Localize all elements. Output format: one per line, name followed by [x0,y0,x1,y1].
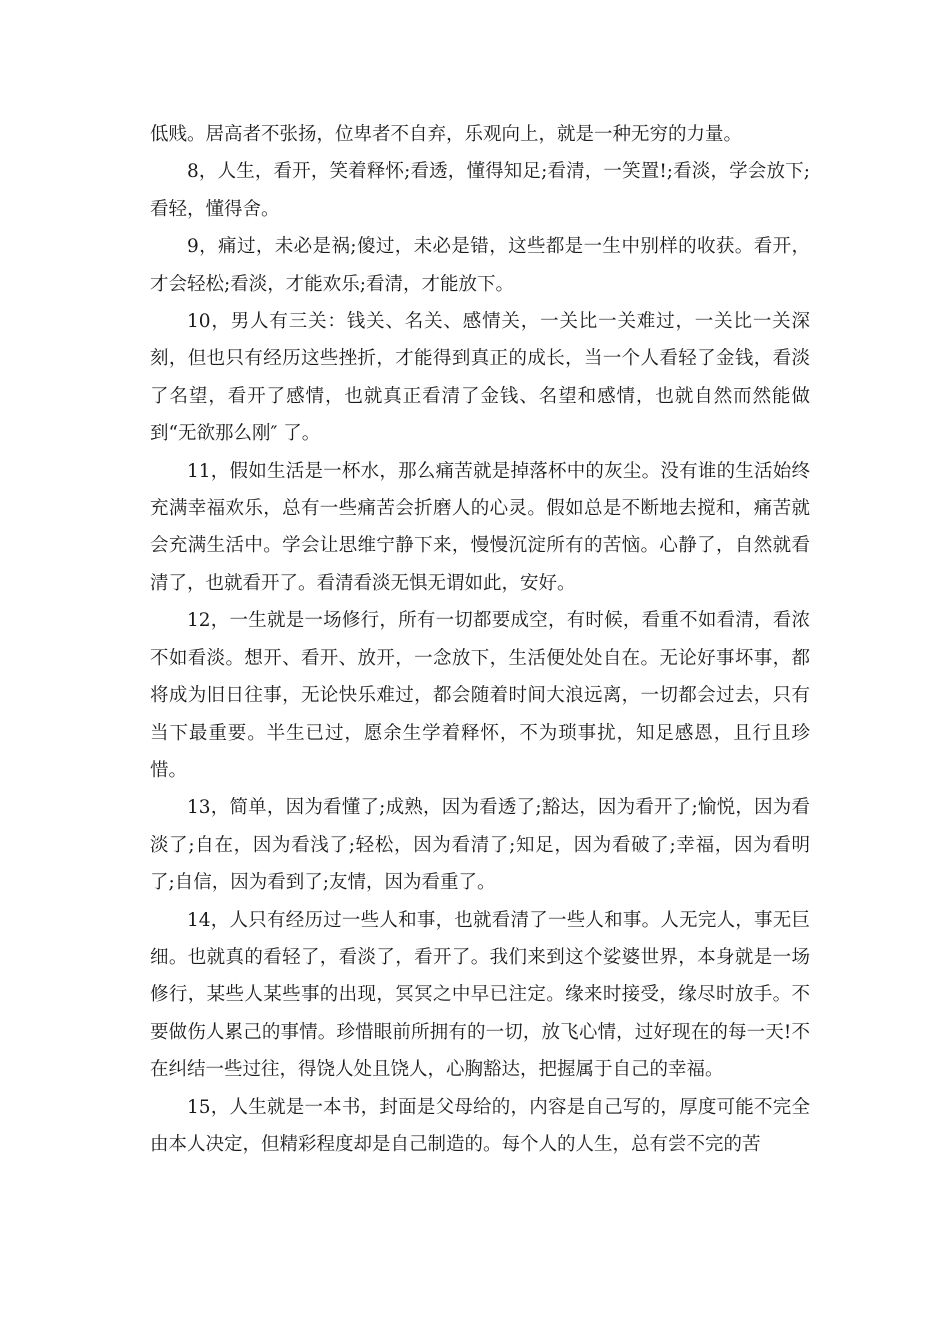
paragraph-14: 14，人只有经历过一些人和事，也就看清了一些人和事。人无完人，事无巨细。也就真的看轻了，看淡了，看开了。我们来到这个娑婆世界，本身就是一场修行，某些人某些事的出现，冥冥之中早已注定。缘来时接受，缘尽时放手。不要做伤人累己的事情。珍惜眼前所拥有的一切，放飞心情，过好现在的每一天!不在纠结一些过往，得饶人处且饶人，心胸豁达，把握属于自己的幸福。 [150,909,810,1081]
paragraph-continuation: 低贱。居高者不张扬，位卑者不自弃，乐观向上，就是一种无穷的力量。 [150,124,743,145]
document-body [150,116,810,1163]
paragraph-10: 10，男人有三关：钱关、名关、感情关，一关比一关难过，一关比一关深刻，但也只有经历这些挫折，才能得到真正的成长，当一个人看轻了金钱，看淡了名望，看开了感情，也就真正看清了金钱、名望和感情，也就自然而然能做到“无欲那么刚″ 了。 [150,311,810,445]
paragraph-8: 8，人生，看开，笑着释怀;看透，懂得知足;看清，一笑置!;看淡，学会放下;看轻，懂得舍。 [150,161,810,220]
paragraph-13: 13，简单，因为看懂了;成熟，因为看透了;豁达，因为看开了;愉悦，因为看淡了;自在，因为看浅了;轻松，因为看清了;知足，因为看破了;幸福，因为看明了;自信，因为看到了;友情，因为看重了。 [150,797,810,894]
paragraph-9: 9，痛过，未必是祸;傻过，未必是错，这些都是一生中别样的收获。看开，才会轻松;看淡，才能欢乐;看清，才能放下。 [150,236,810,295]
paragraph-12: 12，一生就是一场修行，所有一切都要成空，有时候，看重不如看清，看浓不如看淡。想开、看开、放开，一念放下，生活便处处自在。无论好事坏事，都将成为旧日往事，无论快乐难过，都会随着时间大浪远离，一切都会过去，只有当下最重要。半生已过，愿余生学着释怀，不为琐事扰，知足感恩，且行且珍惜。 [150,610,810,781]
paragraph-15: 15，人生就是一本书，封面是父母给的，内容是自己写的，厚度可能不完全由本人决定，但精彩程度却是自己制造的。每个人的人生，总有尝不完的苦 [150,1096,810,1155]
paragraph-11: 11，假如生活是一杯水，那么痛苦就是掉落杯中的灰尘。没有谁的生活始终充满幸福欢乐，总有一些痛苦会折磨人的心灵。假如总是不断地去搅和，痛苦就会充满生活中。学会让思维宁静下来，慢慢沉淀所有的苦恼。心静了，自然就看清了，也就看开了。看清看淡无惧无谓如此，安好。 [150,460,810,594]
